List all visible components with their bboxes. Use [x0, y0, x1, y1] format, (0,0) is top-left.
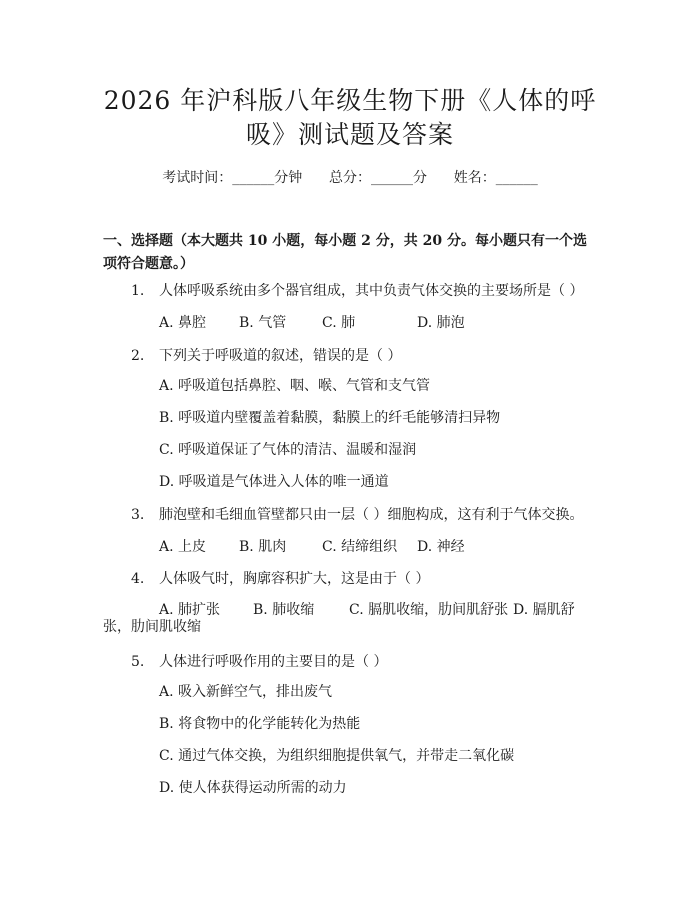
question-number: 4. [131, 571, 145, 587]
option-b: B. 肺收缩 [253, 602, 315, 618]
question-stem: 人体吸气时，胸廓容积扩大，这是由于（ ） [159, 571, 430, 587]
section-heading: 一、选择题（本大题共 10 小题，每小题 2 分，共 20 分。每小题只有一个选项符合题意。） [103, 233, 587, 272]
option-c: C. 结缔组织 [322, 539, 398, 555]
option-c: C. 膈肌收缩，肋间肌舒张 [349, 602, 509, 618]
document-title-line-1: 2026 年沪科版八年级生物下册《人体的呼 [103, 86, 597, 115]
question-stem: 人体呼吸系统由多个器官组成，其中负责气体交换的主要场所是（ ） [159, 283, 584, 299]
option-a: A. 肺扩张 [159, 602, 221, 618]
option-d: D. 呼吸道是气体进入人体的唯一通道 [159, 474, 389, 490]
option-d-continued: 张，肋间肌收缩 [103, 619, 201, 635]
question-2 [131, 346, 401, 366]
option-d: D. 神经 [417, 539, 465, 555]
document-title-line-2: 吸》测试题及答案 [245, 120, 454, 149]
option-d: D. 使人体获得运动所需的动力 [159, 780, 347, 796]
option-b: B. 肌肉 [239, 539, 287, 555]
question-number: 2. [131, 348, 145, 364]
option-a: A. 吸入新鲜空气，排出废气 [159, 684, 333, 700]
question-stem: 人体进行呼吸作用的主要目的是（ ） [159, 654, 388, 670]
option-a: A. 鼻腔 [159, 315, 207, 331]
question-3 [131, 505, 583, 525]
question-number: 3. [131, 507, 145, 523]
question-number: 1. [131, 283, 145, 299]
option-b: B. 将食物中的化学能转化为热能 [159, 716, 361, 732]
question-stem: 肺泡壁和毛细血管壁都只由一层（ ）细胞构成，这有利于气体交换。 [159, 507, 584, 523]
option-c: C. 呼吸道保证了气体的清洁、温暖和湿润 [159, 442, 417, 458]
option-c: C. 通过气体交换，为组织细胞提供氧气，并带走二氧化碳 [159, 748, 515, 764]
question-4 [131, 569, 429, 589]
question-5 [131, 652, 387, 672]
option-d: D. 膈肌舒 [513, 602, 575, 618]
option-b: B. 气管 [239, 315, 287, 331]
question-stem: 下列关于呼吸道的叙述，错误的是（ ） [159, 348, 402, 364]
option-c: C. 肺 [322, 315, 356, 331]
option-d: D. 肺泡 [417, 315, 465, 331]
option-b: B. 呼吸道内壁覆盖着黏膜，黏膜上的纤毛能够清扫异物 [159, 410, 501, 426]
option-a: A. 呼吸道包括鼻腔、咽、喉、气管和支气管 [159, 378, 431, 394]
option-a: A. 上皮 [159, 539, 207, 555]
exam-info-line: 考试时间：______分钟 总分：______分 姓名：______ [162, 170, 538, 186]
question-number: 5. [131, 654, 145, 670]
question-1 [131, 281, 583, 301]
